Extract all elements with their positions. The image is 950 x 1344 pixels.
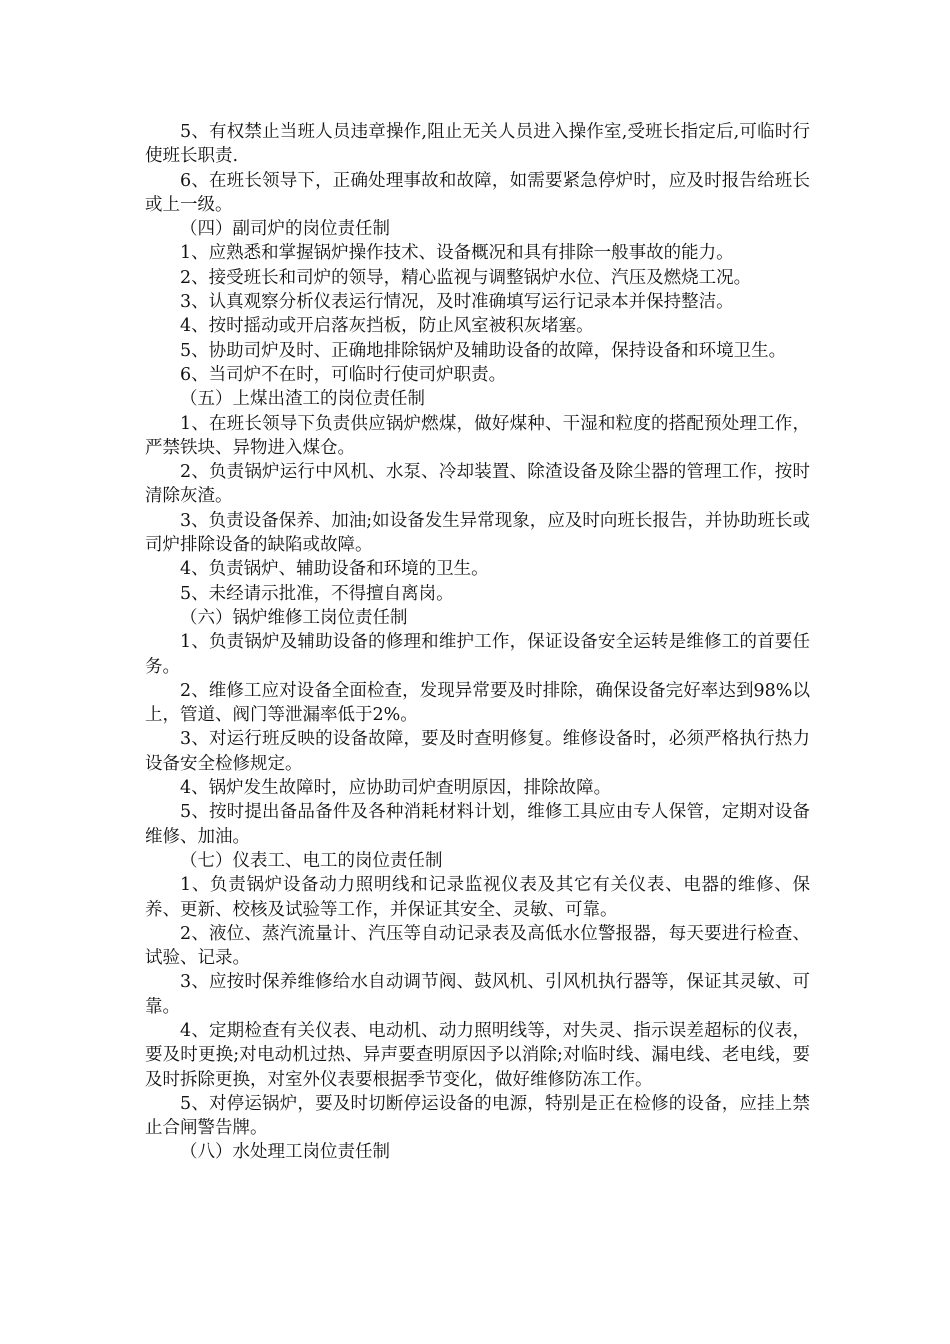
paragraph: 4、负责锅炉、辅助设备和环境的卫生。 bbox=[180, 559, 489, 580]
paragraph: 2、负责锅炉运行中风机、水泵、冷却装置、除渣设备及除尘器的管理工作，按时清除灰渣。 bbox=[145, 462, 810, 507]
paragraph: 5、对停运锅炉，要及时切断停运设备的电源，特别是正在检修的设备，应挂上禁止合闸警告牌。 bbox=[145, 1093, 810, 1139]
section-heading: （四）副司炉的岗位责任制 bbox=[180, 219, 390, 240]
section-heading: （七）仪表工、电工的岗位责任制 bbox=[180, 850, 443, 871]
paragraph: 3、负责设备保养、加油;如设备发生异常现象，应及时向班长报告，并协助班长或司炉排除设备的缺陷或故障。 bbox=[145, 510, 810, 556]
paragraph: 3、认真观察分析仪表运行情况，及时准确填写运行记录本并保持整洁。 bbox=[180, 292, 734, 313]
paragraph: 4、定期检查有关仪表、电动机、动力照明线等，对失灵、指示误差超标的仪表，要及时更换;对电动机过热、异声要查明原因予以消除;对临时线、漏电线、老电线，要及时拆除更换，对室外仪表要根据季节变化，做好维修防冻工作。 bbox=[145, 1020, 810, 1090]
paragraph: 2、液位、蒸汽流量计、汽压等自动记录表及高低水位警报器，每天要进行检查、试验、记录。 bbox=[145, 923, 810, 969]
paragraph: 3、对运行班反映的设备故障，要及时查明修复。维修设备时，必须严格执行热力设备安全检修规定。 bbox=[145, 729, 810, 774]
paragraph: 5、有权禁止当班人员违章操作,阻止无关人员进入操作室,受班长指定后,可临时行使班长职责. bbox=[145, 122, 810, 167]
paragraph: 2、维修工应对设备全面检查，发现异常要及时排除，确保设备完好率达到98%以上，管道、阀门等泄漏率低于2%。 bbox=[145, 680, 810, 726]
paragraph: 3、应按时保养维修给水自动调节阀、鼓风机、引风机执行器等，保证其灵敏、可靠。 bbox=[145, 972, 810, 1017]
paragraph: 4、锅炉发生故障时，应协助司炉查明原因，排除故障。 bbox=[180, 778, 612, 799]
paragraph: 4、按时摇动或开启落灰挡板，防止风室被积灰堵塞。 bbox=[180, 316, 594, 337]
paragraph: 5、协助司炉及时、正确地排除锅炉及辅助设备的故障，保持设备和环境卫生。 bbox=[180, 340, 787, 361]
paragraph: 6、在班长领导下，正确处理事故和故障，如需要紧急停炉时，应及时报告给班长或上一级。 bbox=[145, 170, 810, 215]
paragraph: 5、按时提出备品备件及各种消耗材料计划，维修工具应由专人保管，定期对设备维修、加油。 bbox=[145, 802, 810, 847]
paragraph: 1、负责锅炉及辅助设备的修理和维护工作，保证设备安全运转是维修工的首要任务。 bbox=[145, 632, 810, 677]
paragraph: 1、在班长领导下负责供应锅炉燃煤，做好煤种、干湿和粒度的搭配预处理工作，严禁铁块、异物进入煤仓。 bbox=[145, 413, 810, 458]
document-body bbox=[145, 120, 810, 1165]
paragraph: 2、接受班长和司炉的领导，精心监视与调整锅炉水位、汽压及燃烧工况。 bbox=[180, 267, 752, 288]
section-heading: （八）水处理工岗位责任制 bbox=[180, 1142, 390, 1163]
paragraph: 6、当司炉不在时，可临时行使司炉职责。 bbox=[180, 364, 507, 385]
section-heading: （五）上煤出渣工的岗位责任制 bbox=[180, 389, 425, 410]
section-heading: （六）锅炉维修工岗位责任制 bbox=[180, 607, 408, 628]
paragraph: 1、负责锅炉设备动力照明线和记录监视仪表及其它有关仪表、电器的维修、保养、更新、校核及试验等工作，并保证其安全、灵敏、可靠。 bbox=[145, 875, 810, 920]
paragraph: 5、未经请示批准，不得擅自离岗。 bbox=[180, 583, 454, 604]
paragraph: 1、应熟悉和掌握锅炉操作技术、设备概况和具有排除一般事故的能力。 bbox=[180, 243, 734, 264]
